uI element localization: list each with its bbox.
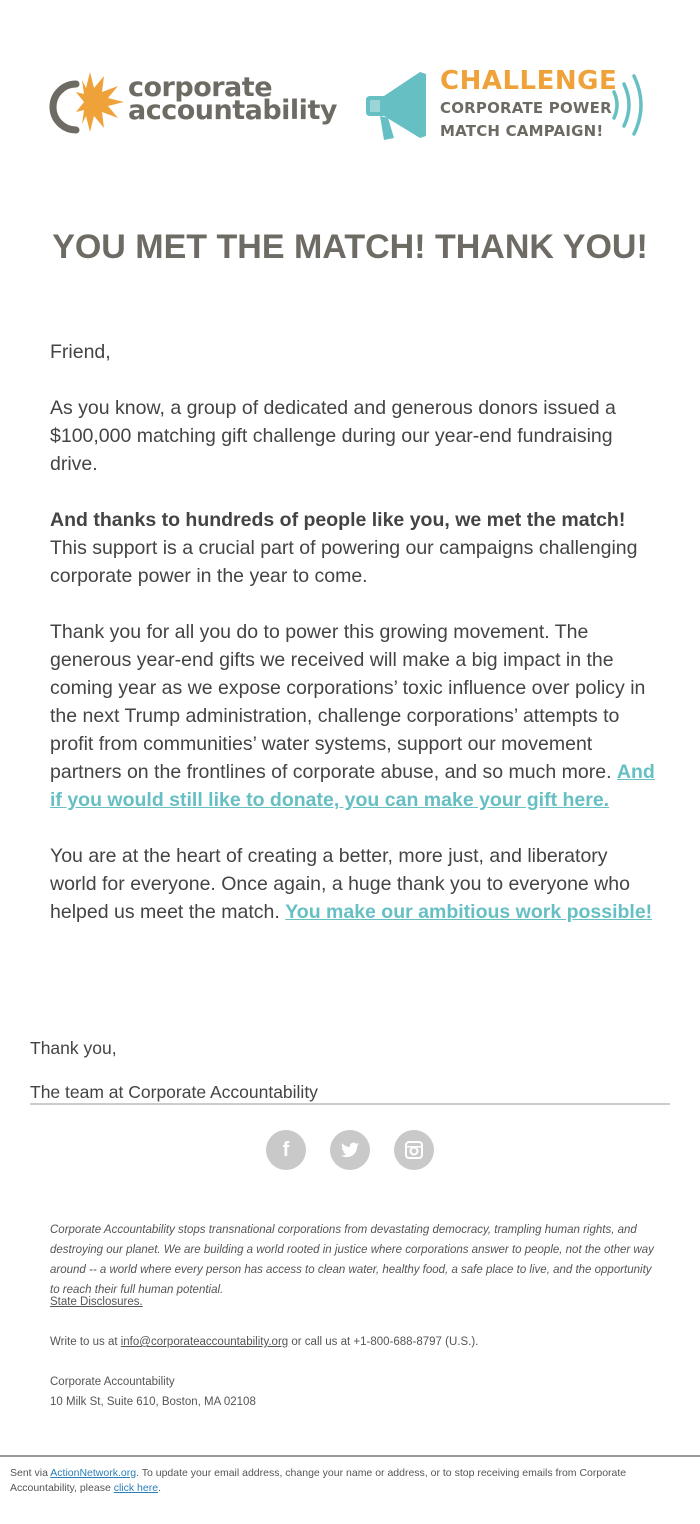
- sent-via-suffix: .: [158, 1482, 161, 1494]
- greeting: Friend,: [50, 341, 111, 363]
- mission-statement: Corporate Accountability stops transnational corporations from devastating democracy, trampling human rights, and destroying our planet. We are building a world rooted in justice where corporations answer to people, not the other way around -- a world where every person has access to clean water, healthy food, a safe place to live, and the opportunity to reach their full human potential.: [50, 1224, 654, 1296]
- donate-link[interactable]: And if you would still like to donate, you can make your gift here.: [50, 761, 655, 811]
- logo-line-2: accountability: [128, 95, 337, 126]
- sound-waves-icon: [608, 70, 652, 140]
- megaphone-icon: [366, 66, 432, 144]
- state-disclosures-link[interactable]: State Disclosures.: [50, 1296, 143, 1308]
- ambitious-work-link[interactable]: You make our ambitious work possible!: [285, 901, 653, 923]
- paragraph-met-match: [50, 506, 655, 590]
- thank-you-text: Thank you for all you do to power this growing movement. The generous year-end gifts we received will make a big impact in the coming year as we expose corporations’ toxic influence over policy in the next Trump administration, challenge corporations’ attempts to profit from communities’ water systems, support our movement partners on the frontlines of corporate abuse, and so much more.: [50, 621, 646, 783]
- address-name: Corporate Accountability: [50, 1376, 175, 1388]
- met-match-rest: This support is a crucial part of powering our campaigns challenging corporate power in the year to come.: [50, 537, 638, 587]
- contact-prefix: Write to us at: [50, 1336, 121, 1348]
- corporate-accountability-logo[interactable]: [46, 66, 346, 138]
- bottom-divider: [0, 1455, 700, 1457]
- facebook-icon[interactable]: f: [266, 1130, 306, 1170]
- unsubscribe-click-here-link[interactable]: click here: [113, 1482, 159, 1494]
- paragraph-thank-you: [50, 618, 655, 814]
- paragraph-match-challenge: As you know, a group of dedicated and generous donors issued a $100,000 matching gift challenge during our year-end fundraising drive.: [50, 397, 616, 475]
- social-links: [266, 1130, 436, 1170]
- logo-wordmark: [128, 72, 337, 126]
- met-match-bold: And thanks to hundreds of people like you, we met the match!: [50, 509, 626, 531]
- twitter-bird-icon: [341, 1142, 359, 1158]
- twitter-icon[interactable]: [330, 1130, 370, 1170]
- instagram-camera-icon: [405, 1141, 423, 1159]
- contact-email-link[interactable]: info@corporateaccountability.org: [120, 1336, 289, 1348]
- heart-text: You are at the heart of creating a better, more just, and liberatory world for everyone. Once again, a huge thank you to everyone who helped us meet the match.: [50, 845, 630, 923]
- challenge-campaign-logo[interactable]: [366, 64, 656, 144]
- signoff-divider: [30, 1103, 670, 1105]
- challenge-subtitle-1: CORPORATE POWER: [440, 99, 612, 117]
- contact-suffix: or call us at +1-800-688-8797 (U.S.).: [288, 1336, 479, 1348]
- email-header: [0, 0, 700, 170]
- sent-via-note: [10, 1466, 680, 1496]
- signoff-thanks: Thank you,: [30, 1038, 117, 1058]
- challenge-subtitle-2: MATCH CAMPAIGN!: [440, 122, 604, 140]
- sent-via-middle: . To update your email address, change your name or address, or to stop receiving emails from Corporate Accountability, please: [10, 1467, 627, 1494]
- instagram-icon[interactable]: [394, 1130, 434, 1170]
- email-body: [50, 338, 655, 954]
- sent-via-prefix: Sent via: [10, 1467, 51, 1479]
- logo-line-1: corporate: [128, 72, 272, 103]
- page-headline: YOU MET THE MATCH! THANK YOU!: [52, 228, 648, 266]
- challenge-title: CHALLENGE: [440, 66, 618, 96]
- signoff-team: The team at Corporate Accountability: [30, 1082, 318, 1102]
- sunburst-logo-icon: [46, 68, 124, 136]
- action-network-link[interactable]: ActionNetwork.org: [50, 1467, 137, 1479]
- contact-line: [50, 1332, 478, 1352]
- address-street: 10 Milk St, Suite 610, Boston, MA 02108: [50, 1396, 256, 1408]
- paragraph-heart: [50, 842, 655, 926]
